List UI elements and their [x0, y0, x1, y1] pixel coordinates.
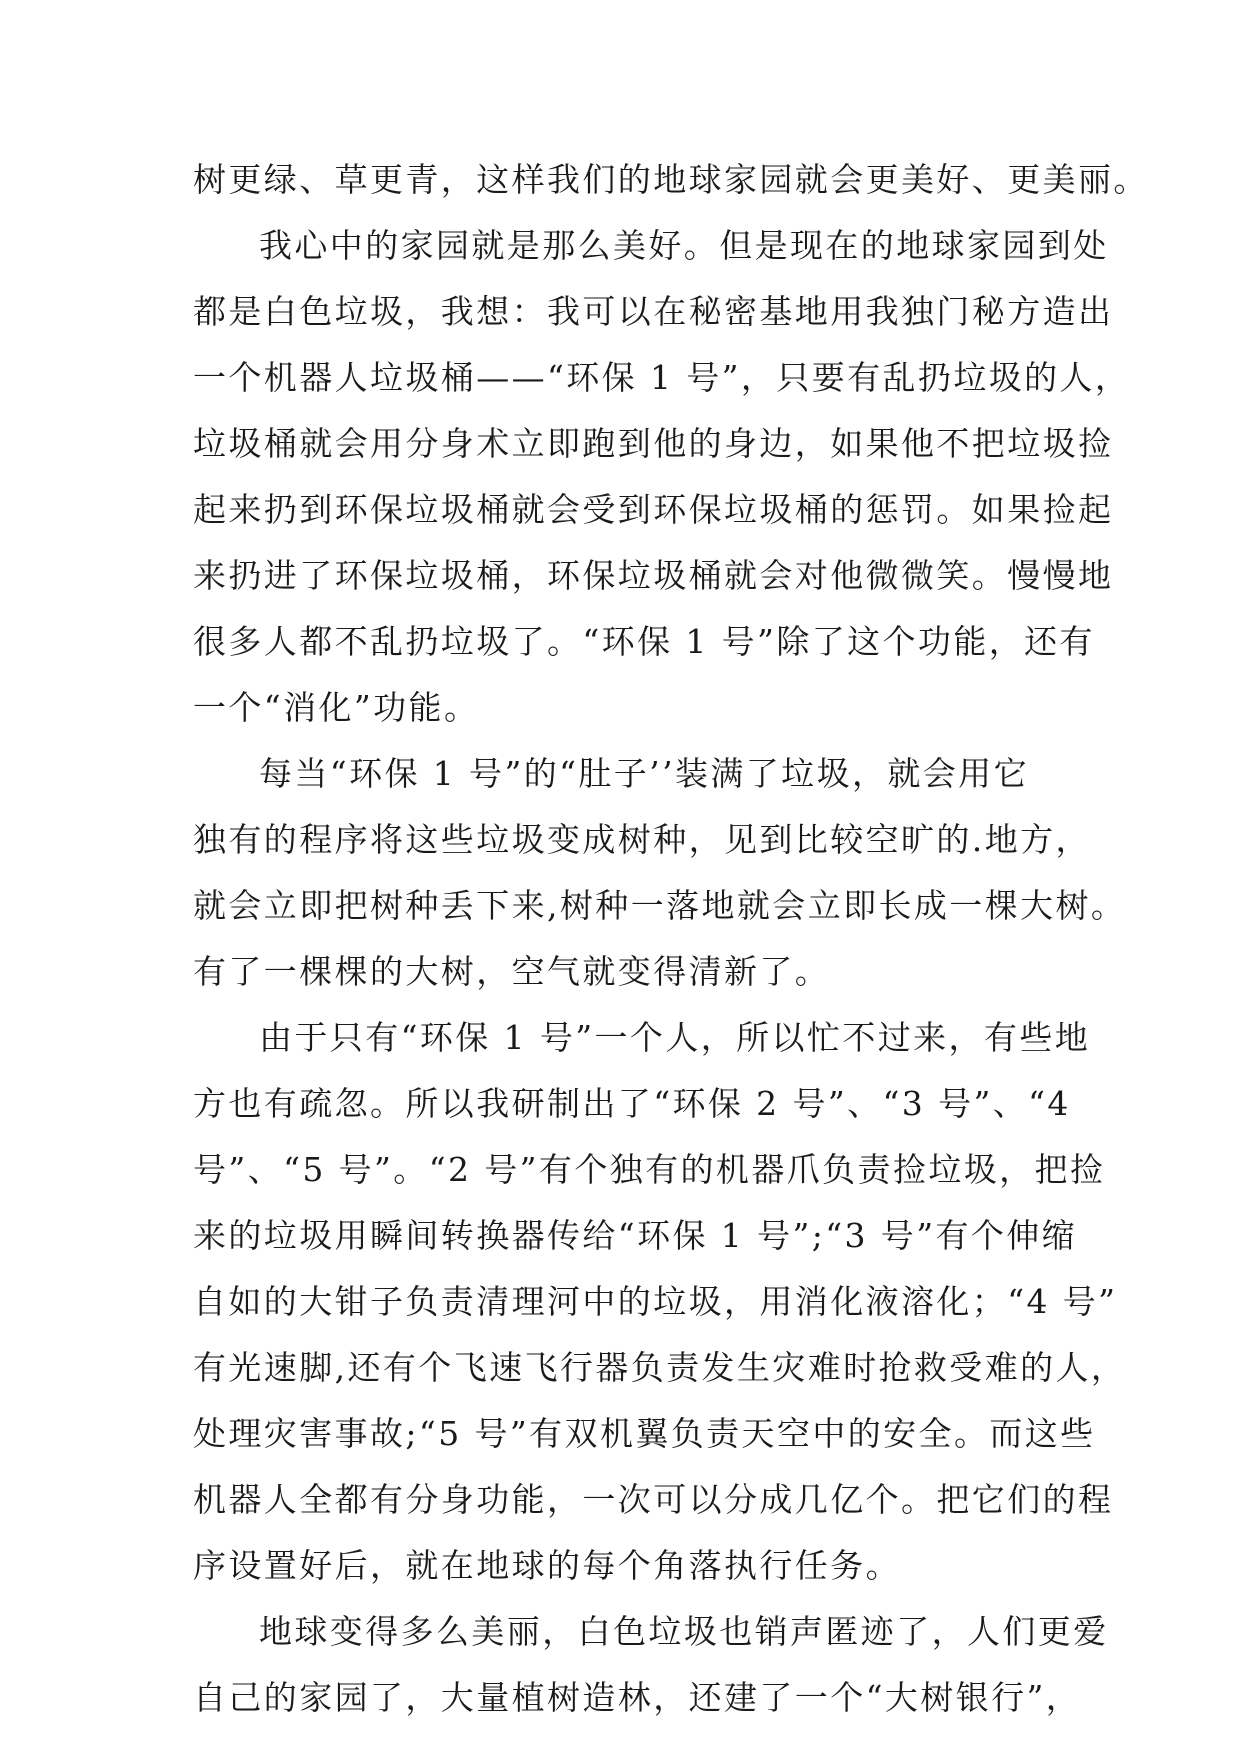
text-line: 就会立即把树种丢下来,树种一落地就会立即长成一棵大树。	[193, 886, 1127, 925]
text-line: 来的垃圾用瞬间转换器传给“环保 1 号”;“3 号”有个伸缩	[193, 1216, 1078, 1255]
text-line: 方也有疏忽。所以我研制出了“环保 2 号”、“3 号”、“4	[193, 1084, 1071, 1123]
text-line: 独有的程序将这些垃圾变成树种，见到比较空旷的.地方，	[193, 820, 1091, 859]
text-line: 机器人全都有分身功能，一次可以分成几亿个。把它们的程	[193, 1480, 1114, 1519]
text-line: 有了一棵棵的大树，空气就变得清新了。	[193, 952, 831, 991]
paragraph-start-line: 我心中的家园就是那么美好。但是现在的地球家园到处	[259, 226, 1109, 265]
text-line: 树更绿、草更青，这样我们的地球家园就会更美好、更美丽。	[193, 160, 1149, 199]
paragraph-start-line: 每当“环保 1 号”的“肚子’’装满了垃圾，就会用它	[259, 754, 1029, 793]
text-line: 处理灾害事故;“5 号”有双机翼负责天空中的安全。而这些	[193, 1414, 1096, 1453]
text-line: 一个“消化”功能。	[193, 688, 480, 727]
paragraph-start-line: 由于只有“环保 1 号”一个人，所以忙不过来，有些地	[259, 1018, 1091, 1057]
text-line: 自己的家园了，大量植树造林，还建了一个“大树银行”，	[193, 1678, 1082, 1717]
text-line: 很多人都不乱扔垃圾了。“环保 1 号”除了这个功能，还有	[193, 622, 1095, 661]
text-line: 序设置好后，就在地球的每个角落执行任务。	[193, 1546, 901, 1585]
text-line: 自如的大钳子负责清理河中的垃圾，用消化液溶化；“4 号”	[193, 1282, 1118, 1321]
text-line: 号”、“5 号”。“2 号”有个独有的机器爪负责捡垃圾，把捡	[193, 1150, 1106, 1189]
text-line: 来扔进了环保垃圾桶，环保垃圾桶就会对他微微笑。慢慢地	[193, 556, 1114, 595]
text-line: 有光速脚,还有个飞速飞行器负责发生灾难时抢救受难的人，	[193, 1348, 1127, 1387]
text-line: 一个机器人垃圾桶——“环保 1 号”，只要有乱扔垃圾的人，	[193, 358, 1131, 397]
text-line: 起来扔到环保垃圾桶就会受到环保垃圾桶的惩罚。如果捡起	[193, 490, 1114, 529]
text-line: 都是白色垃圾，我想：我可以在秘密基地用我独门秘方造出	[193, 292, 1114, 331]
paragraph-start-line: 地球变得多么美丽，白色垃圾也销声匿迹了，人们更爱	[259, 1612, 1109, 1651]
text-line: 垃圾桶就会用分身术立即跑到他的身边，如果他不把垃圾捡	[193, 424, 1114, 463]
